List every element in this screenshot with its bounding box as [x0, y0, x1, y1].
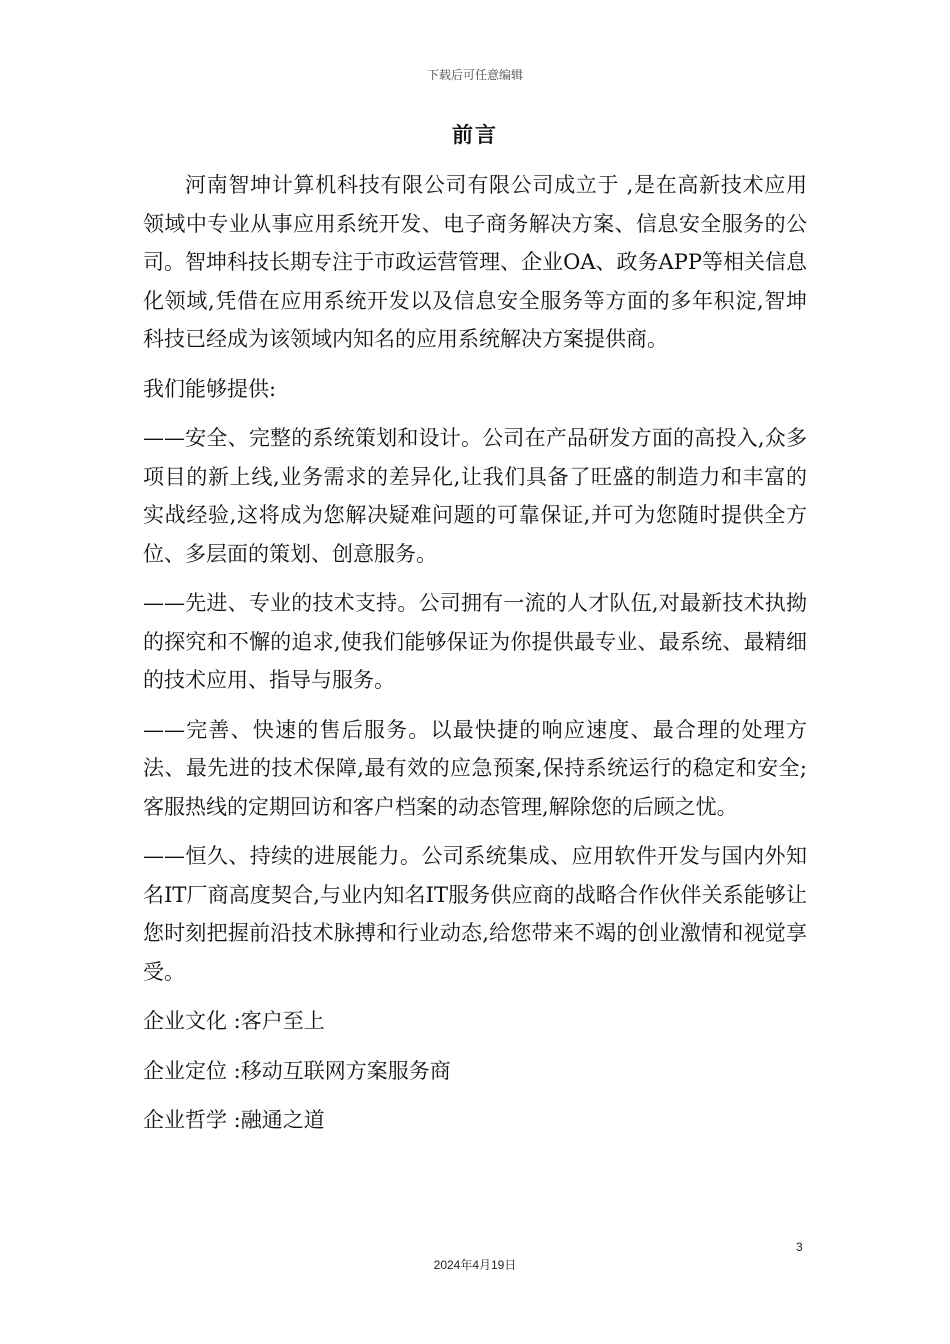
footer-date: 2024年4月19日: [433, 1258, 517, 1272]
header-note: 下载后可任意编辑: [426, 68, 523, 82]
offer-heading: 我们能够提供:: [143, 376, 277, 401]
page-title: 前言: [452, 122, 498, 147]
document-body: [143, 166, 807, 1151]
page-number: 3: [796, 1240, 803, 1254]
offer-item-development: ——恒久、持续的进展能力。公司系统集成、应用软件开发与国内外知名IT厂商高度契合,与业内知名IT服务供应商的战略合作伙伴关系能够让您时刻把握前沿技术脉搏和行业动态,给您带来不竭的创业激情和视觉享受。: [143, 844, 807, 984]
offer-item-tech-support: ——先进、专业的技术支持。公司拥有一流的人才队伍,对最新技术执拗的探究和不懈的追求,使我们能够保证为你提供最专业、最系统、最精细的技术应用、指导与服务。: [143, 591, 807, 692]
intro-paragraph: 河南智坤计算机科技有限公司有限公司成立于 ,是在高新技术应用领域中专业从事应用系统开发、电子商务解决方案、信息安全服务的公司。智坤科技长期专注于市政运营管理、企业OA、政务APP等相关信息化领域,凭借在应用系统开发以及信息安全服务等方面的多年积淀,智坤科技已经成为该领域内知名的应用系统解决方案提供商。: [143, 173, 807, 351]
offer-item-after-sales: ——完善、快速的售后服务。以最快捷的响应速度、最合理的处理方法、最先进的技术保障,最有效的应急预案,保持系统运行的稳定和安全;客服热线的定期回访和客户档案的动态管理,解除您的后顾之忧。: [143, 717, 807, 819]
corporate-philosophy: 企业哲学 :融通之道: [143, 1108, 325, 1132]
corporate-culture: 企业文化 :客户至上: [143, 1009, 325, 1033]
offer-item-design: ——安全、完整的系统策划和设计。公司在产品研发方面的高投入,众多项目的新上线,业务需求的差异化,让我们具备了旺盛的制造力和丰富的实战经验,这将成为您解决疑难问题的可靠保证,并可为您随时提供全方位、多层面的策划、创意服务。: [143, 426, 807, 566]
corporate-positioning: 企业定位 :移动互联网方案服务商: [143, 1058, 451, 1083]
